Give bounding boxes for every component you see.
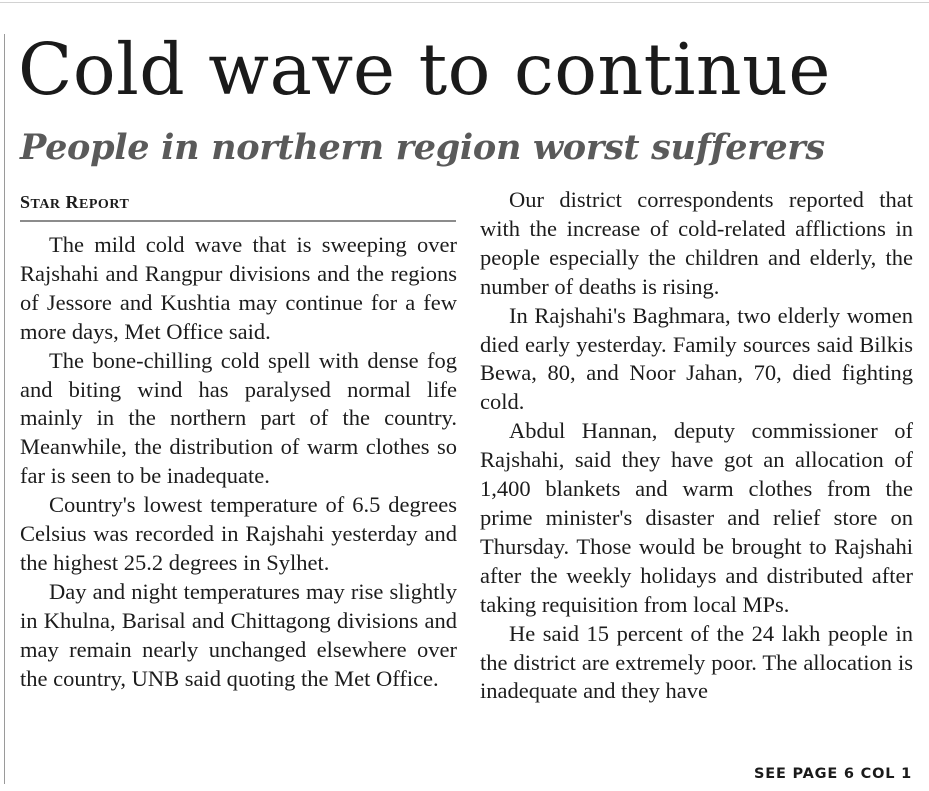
paragraph: Our district correspondents reported that with the increase of cold-related afflictions in people especially the children and elderly, the number of deaths is rising. bbox=[480, 187, 913, 299]
paragraph: The mild cold wave that is sweeping over Rajshahi and Rangpur divisions and the regions of Jessore and Kushtia may continue for a few more days, Met Office said. bbox=[20, 232, 457, 344]
article-column-1 bbox=[20, 231, 457, 694]
paragraph: Day and night temperatures may rise slightly in Khulna, Barisal and Chittagong divisions and may remain nearly unchanged elsewhere over the country, UNB said quoting the Met Office. bbox=[20, 578, 457, 691]
top-rule bbox=[0, 2, 929, 3]
headline: Cold wave to continue bbox=[18, 28, 831, 111]
paragraph: Country's lowest temperature of 6.5 degrees Celsius was recorded in Rajshahi yesterday and the highest 25.2 degrees in Sylhet. bbox=[20, 492, 457, 575]
byline-initial-2: R bbox=[65, 192, 80, 212]
article-column-2 bbox=[480, 186, 913, 706]
byline-rest-2: EPORT bbox=[79, 197, 130, 212]
subheadline: People in northern region worst sufferers bbox=[20, 127, 825, 168]
paragraph: He said 15 percent of the 24 lakh people in the district are extremely poor. The allocation is inadequate and they have bbox=[480, 620, 913, 704]
continuation-jump-line[interactable]: SEE PAGE 6 COL 1 bbox=[754, 766, 912, 782]
paragraph: In Rajshahi's Baghmara, two elderly women died early yesterday. Family sources said Bilkis Bewa, 80, and Noor Jahan, 70, died fighting cold. bbox=[480, 302, 913, 415]
byline-rest-1: TAR bbox=[30, 197, 61, 212]
paragraph: The bone-chilling cold spell with dense fog and biting wind has paralysed normal life mainly in the northern part of the country. Meanwhile, the distribution of warm clothes so far is seen to be inadequate. bbox=[20, 347, 457, 489]
byline bbox=[20, 192, 456, 222]
paragraph: Abdul Hannan, deputy commissioner of Rajshahi, said they have got an allocation of 1,400 blankets and warm clothes from the prime minister's disaster and relief store on Thursday. Those would be brought to Rajshahi after the weekly holidays and distributed after taking requisition from local MPs. bbox=[480, 418, 913, 617]
left-column-rule bbox=[4, 34, 5, 784]
byline-initial-1: S bbox=[20, 192, 31, 212]
